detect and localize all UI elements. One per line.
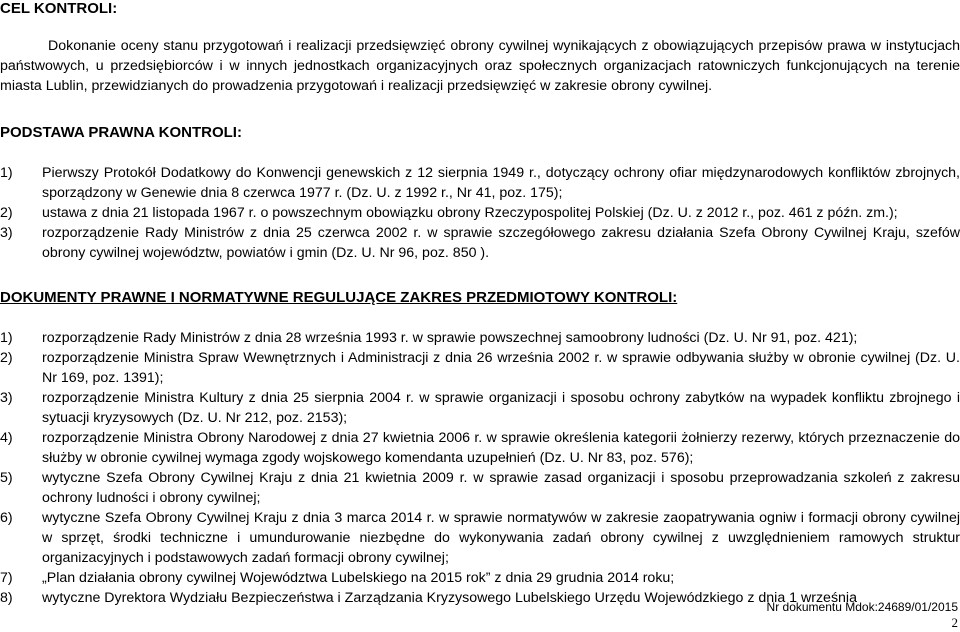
list-item-text: Pierwszy Protokół Dodatkowy do Konwencji genewskich z 12 sierpnia 1949 r., dotyczący ochrony ofiar międzynarodowych konfliktów zbrojnych, sporządzony w Genewie dnia 8 czerwca 1977 r. (Dz. U. z 1992 r., Nr 41, poz. 175); [42,165,960,201]
documents-list [0,328,960,608]
list-item-text: rozporządzenie Rady Ministrów z dnia 25 czerwca 2002 r. w sprawie szczegółowego zakresu działania Szefa Obrony Cywilnej Kraju, szefów obrony cywilnej województw, powiatów i gmin (Dz. U. Nr 96, poz. 850 ). [42,225,960,261]
list-item [0,568,960,588]
list-item-number: 7) [0,570,13,586]
list-item-text: rozporządzenie Ministra Obrony Narodowej z dnia 27 kwietnia 2006 r. w sprawie określenia kategorii żołnierzy rezerwy, których przeznaczenie do służby w obronie cywilnej wymaga zgody wojskowego komendanta uzupełnień (Dz. U. Nr 83, poz. 576); [42,430,960,466]
page-number: 2 [951,615,958,630]
list-item-text: rozporządzenie Ministra Spraw Wewnętrznych i Administracji z dnia 26 września 2002 r. w sprawie odbywania służby w obronie cywilnej (Dz. U. Nr 169, poz. 1391); [42,350,960,386]
list-item-number: 1) [0,165,13,181]
list-item-number: 3) [0,390,13,406]
list-item-text: rozporządzenie Ministra Kultury z dnia 25 sierpnia 2004 r. w sprawie organizacji i sposobu ochrony zabytków na wypadek konfliktu zbrojnego i sytuacji kryzysowych (Dz. U. Nr 212, poz. 2153); [42,390,960,426]
list-item [0,468,960,508]
list-item-text: wytyczne Szefa Obrony Cywilnej Kraju z dnia 3 marca 2014 r. w sprawie normatywów w zakresie zaopatrywania ogniw i formacji obrony cywilnej w sprzęt, środki techniczne i umundurowanie niezbędne do wykonywania zadań obrony cywilnej z uwzględnieniem ramowych struktur organizacyjnych i podstawowych zadań formacji obrony cywilnej; [42,510,960,566]
list-item-number: 8) [0,590,13,606]
legal-basis-heading: PODSTAWA PRAWNA KONTROLI: [0,124,242,141]
list-item-text: wytyczne Dyrektora Wydziału Bezpieczeństwa i Zarządzania Kryzysowego Lubelskiego Urzędu Wojewódzkiego z dnia 1 września [42,590,857,606]
list-item-text: ustawa z dnia 21 listopada 1967 r. o powszechnym obowiązku obrony Rzeczypospolitej Polskiej (Dz. U. z 2012 r., poz. 461 z późn. zm.); [42,205,898,221]
list-item [0,348,960,388]
list-item-text: wytyczne Szefa Obrony Cywilnej Kraju z dnia 21 kwietnia 2009 r. w sprawie zasad organizacji i sposobu przeprowadzania szkoleń z zakresu ochrony ludności i obrony cywilnej; [42,470,960,506]
list-item-number: 2) [0,205,13,221]
list-item-text: rozporządzenie Rady Ministrów z dnia 28 września 1993 r. w sprawie powszechnej samoobrony ludności (Dz. U. Nr 91, poz. 421); [42,330,858,346]
list-item [0,163,960,203]
list-item [0,388,960,428]
list-item [0,428,960,468]
list-item-number: 1) [0,330,13,346]
list-item-text: „Plan działania obrony cywilnej Województwa Lubelskiego na 2015 rok” z dnia 29 grudnia 2014 roku; [42,570,675,586]
list-item [0,203,960,223]
goal-heading: CEL KONTROLI: [0,0,118,17]
list-item-number: 6) [0,510,13,526]
goal-paragraph: Dokonanie oceny stanu przygotowań i realizacji przedsięwzięć obrony cywilnej wynikających z obowiązujących przepisów prawa w instytucjach państwowych, u przedsiębiorców i w innych jednostkach organizacyjnych oraz społecznych organizacjach ratowniczych funkcjonujących na terenie miasta Lublin, przewidzianych do prowadzenia przygotowań i realizacji przedsięwzięć w zakresie obrony cywilnej. [0,38,960,94]
list-item [0,508,960,568]
list-item [0,328,960,348]
list-item-number: 3) [0,225,13,241]
list-item [0,223,960,263]
list-item-number: 4) [0,430,13,446]
list-item-number: 5) [0,470,13,486]
legal-basis-list [0,163,960,263]
list-item-number: 2) [0,350,13,366]
document-number: Nr dokumentu Mdok:24689/01/2015 [766,600,958,614]
documents-heading: DOKUMENTY PRAWNE I NORMATYWNE REGULUJĄCE ZAKRES PRZEDMIOTOWY KONTROLI: [0,289,678,306]
